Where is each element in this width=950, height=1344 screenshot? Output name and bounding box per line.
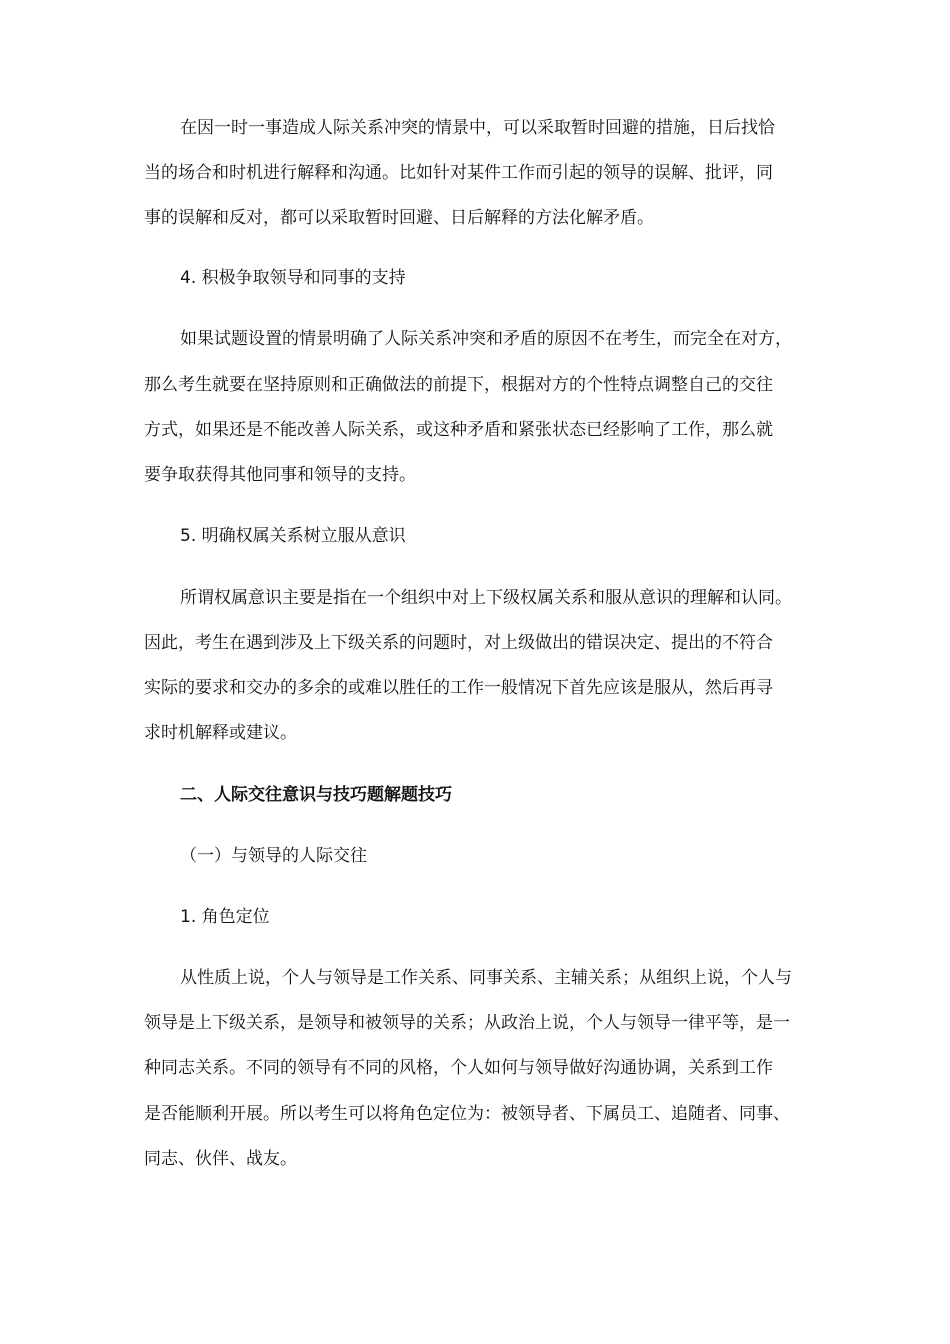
paragraph-line: 所谓权属意识主要是指在一个组织中对上下级权属关系和服从意识的理解和认同。 xyxy=(180,588,792,608)
paragraph-line: 因此，考生在遇到涉及上下级关系的问题时，对上级做出的错误决定、提出的不符合 xyxy=(144,633,773,653)
paragraph-line: 同志、伙伴、战友。 xyxy=(144,1149,297,1169)
paragraph-line: 如果试题设置的情景明确了人际关系冲突和矛盾的原因不在考生，而完全在对方， xyxy=(180,329,792,349)
paragraph-line: 当的场合和时机进行解释和沟通。比如针对某件工作而引起的领导的误解、批评，同 xyxy=(144,163,773,183)
paragraph-line: 实际的要求和交办的多余的或难以胜任的工作一般情况下首先应该是服从，然后再寻 xyxy=(144,678,773,698)
section-heading: 二、人际交往意识与技巧题解题技巧 xyxy=(180,785,452,805)
paragraph-line: 事的误解和反对，都可以采取暂时回避、日后解释的方法化解矛盾。 xyxy=(144,208,654,228)
paragraph-line: 求时机解释或建议。 xyxy=(144,723,297,743)
paragraph-line: 要争取获得其他同事和领导的支持。 xyxy=(144,465,416,485)
paragraph-line: 方式，如果还是不能改善人际关系，或这种矛盾和紧张状态已经影响了工作，那么就 xyxy=(144,420,773,440)
section-item-heading: 1. 角色定位 xyxy=(180,907,270,927)
paragraph-line: 那么考生就要在坚持原则和正确做法的前提下，根据对方的个性特点调整自己的交往 xyxy=(144,375,773,395)
paragraph-line: 种同志关系。不同的领导有不同的风格，个人如何与领导做好沟通协调，关系到工作 xyxy=(144,1058,773,1078)
section-item-heading: 5. 明确权属关系树立服从意识 xyxy=(180,526,406,546)
paragraph-line: 是否能顺利开展。所以考生可以将角色定位为：被领导者、下属员工、追随者、同事、 xyxy=(144,1104,790,1124)
section-item-heading: 4. 积极争取领导和同事的支持 xyxy=(180,268,406,288)
paragraph-line: 从性质上说，个人与领导是工作关系、同事关系、主辅关系；从组织上说，个人与 xyxy=(180,968,792,988)
subsection-heading: （一）与领导的人际交往 xyxy=(180,846,367,866)
paragraph-line: 领导是上下级关系，是领导和被领导的关系；从政治上说，个人与领导一律平等，是一 xyxy=(144,1013,790,1033)
paragraph-line: 在因一时一事造成人际关系冲突的情景中，可以采取暂时回避的措施，日后找恰 xyxy=(180,118,775,138)
